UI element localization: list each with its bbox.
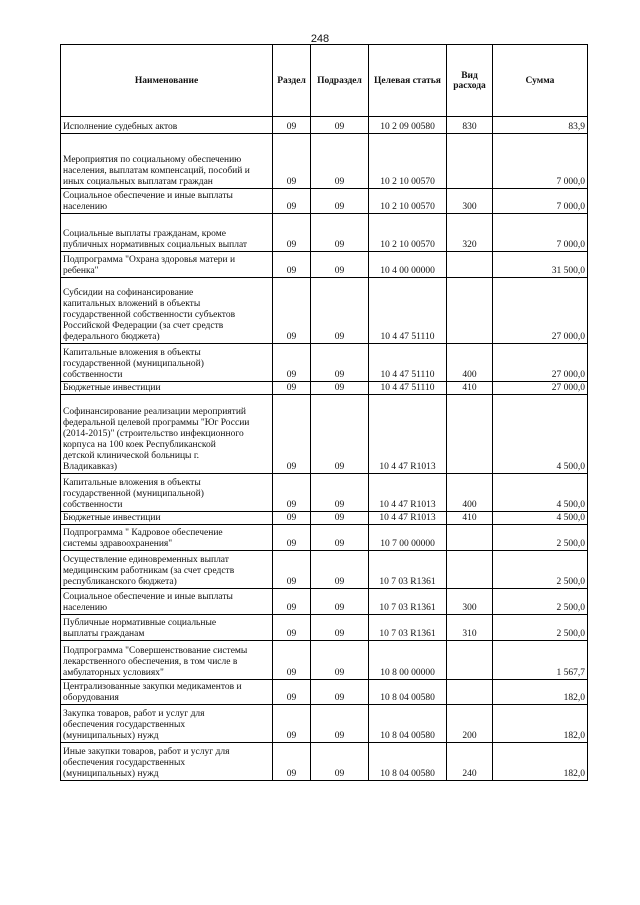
row-expense-type: 200 [447, 705, 493, 743]
header-sum: Сумма [493, 45, 588, 117]
row-sum: 182,0 [493, 743, 588, 781]
row-target: 10 8 04 00580 [369, 680, 447, 705]
row-sum: 4 500,0 [493, 395, 588, 474]
row-expense-type: 300 [447, 589, 493, 615]
row-section: 09 [273, 551, 311, 589]
table-row [61, 641, 588, 680]
row-target: 10 4 00 00000 [369, 252, 447, 278]
row-target: 10 2 10 00570 [369, 214, 447, 252]
row-name: Подпрограмма "Совершенствование системы лекарственного обеспечения, в том числе в амбулаторных условиях" [61, 641, 273, 680]
table-row [61, 252, 588, 278]
row-expense-type: 410 [447, 512, 493, 525]
table-row [61, 278, 588, 344]
row-name: Мероприятия по социальному обеспечению населения, выплатам компенсаций, пособий и иных социальных выплатам граждан [61, 134, 273, 189]
row-section: 09 [273, 278, 311, 344]
header-subsection: Подраздел [311, 45, 369, 117]
row-expense-type [447, 641, 493, 680]
row-subsection: 09 [311, 252, 369, 278]
table-row [61, 551, 588, 589]
page-number: 248 [310, 33, 330, 45]
row-name: Капитальные вложения в объекты государственной (муниципальной) собственности [61, 344, 273, 382]
row-subsection: 09 [311, 551, 369, 589]
row-sum: 7 000,0 [493, 214, 588, 252]
table-row [61, 344, 588, 382]
row-name: Подпрограмма "Охрана здоровья матери и ребенка" [61, 252, 273, 278]
table-body [61, 117, 588, 781]
row-subsection: 09 [311, 189, 369, 214]
row-sum: 31 500,0 [493, 252, 588, 278]
row-sum: 27 000,0 [493, 382, 588, 395]
row-target: 10 7 00 00000 [369, 525, 447, 551]
row-name: Иные закупки товаров, работ и услуг для обеспечения государственных (муниципальных) нужд [61, 743, 273, 781]
row-sum: 7 000,0 [493, 189, 588, 214]
row-expense-type [447, 525, 493, 551]
table-row [61, 743, 588, 781]
row-target: 10 4 47 51110 [369, 344, 447, 382]
row-target: 10 8 04 00580 [369, 743, 447, 781]
table-row [61, 214, 588, 252]
header-target: Целевая статья [369, 45, 447, 117]
row-expense-type: 310 [447, 615, 493, 641]
row-name: Публичные нормативные социальные выплаты гражданам [61, 615, 273, 641]
row-subsection: 09 [311, 615, 369, 641]
row-section: 09 [273, 680, 311, 705]
row-subsection: 09 [311, 680, 369, 705]
row-subsection: 09 [311, 705, 369, 743]
row-expense-type [447, 278, 493, 344]
row-name: Социальное обеспечение и иные выплаты населению [61, 189, 273, 214]
row-target: 10 4 47 R1013 [369, 512, 447, 525]
table-row [61, 615, 588, 641]
budget-table [60, 44, 588, 781]
row-section: 09 [273, 189, 311, 214]
row-name: Закупка товаров, работ и услуг для обеспечения государственных (муниципальных) нужд [61, 705, 273, 743]
row-expense-type: 400 [447, 344, 493, 382]
row-subsection: 09 [311, 743, 369, 781]
row-section: 09 [273, 382, 311, 395]
table-row [61, 589, 588, 615]
row-subsection: 09 [311, 134, 369, 189]
row-subsection: 09 [311, 344, 369, 382]
row-name: Бюджетные инвестиции [61, 382, 273, 395]
header-expense-type: Вид расхода [447, 45, 493, 117]
row-subsection: 09 [311, 512, 369, 525]
row-subsection: 09 [311, 474, 369, 512]
row-sum: 182,0 [493, 680, 588, 705]
row-section: 09 [273, 589, 311, 615]
row-section: 09 [273, 344, 311, 382]
row-name: Централизованные закупки медикаментов и оборудования [61, 680, 273, 705]
row-section: 09 [273, 525, 311, 551]
header-name: Наименование [61, 45, 273, 117]
row-subsection: 09 [311, 641, 369, 680]
row-section: 09 [273, 252, 311, 278]
row-expense-type: 830 [447, 117, 493, 134]
row-sum: 4 500,0 [493, 512, 588, 525]
row-sum: 4 500,0 [493, 474, 588, 512]
row-section: 09 [273, 743, 311, 781]
row-target: 10 2 10 00570 [369, 189, 447, 214]
row-section: 09 [273, 214, 311, 252]
row-sum: 2 500,0 [493, 551, 588, 589]
table-row [61, 395, 588, 474]
row-section: 09 [273, 512, 311, 525]
row-subsection: 09 [311, 117, 369, 134]
row-expense-type [447, 252, 493, 278]
table-row [61, 525, 588, 551]
table-row [61, 382, 588, 395]
row-target: 10 8 00 00000 [369, 641, 447, 680]
table-row [61, 680, 588, 705]
row-target: 10 4 47 R1013 [369, 474, 447, 512]
row-sum: 27 000,0 [493, 344, 588, 382]
row-target: 10 7 03 R1361 [369, 615, 447, 641]
table-row [61, 117, 588, 134]
row-target: 10 2 10 00570 [369, 134, 447, 189]
row-expense-type [447, 551, 493, 589]
row-subsection: 09 [311, 525, 369, 551]
row-subsection: 09 [311, 395, 369, 474]
row-target: 10 2 09 00580 [369, 117, 447, 134]
row-expense-type [447, 395, 493, 474]
row-subsection: 09 [311, 382, 369, 395]
row-section: 09 [273, 395, 311, 474]
row-sum: 2 500,0 [493, 615, 588, 641]
table-header-row [61, 45, 588, 117]
row-name: Субсидии на софинансирование капитальных вложений в объекты государственной собственности субъектов Российской Федерации (за счет средств федерального бюджета) [61, 278, 273, 344]
table-row [61, 474, 588, 512]
row-expense-type: 320 [447, 214, 493, 252]
row-sum: 2 500,0 [493, 525, 588, 551]
row-expense-type: 400 [447, 474, 493, 512]
row-section: 09 [273, 615, 311, 641]
row-sum: 7 000,0 [493, 134, 588, 189]
row-sum: 1 567,7 [493, 641, 588, 680]
row-section: 09 [273, 474, 311, 512]
row-target: 10 7 03 R1361 [369, 551, 447, 589]
row-name: Социальные выплаты гражданам, кроме публичных нормативных социальных выплат [61, 214, 273, 252]
table-row [61, 512, 588, 525]
header-section: Раздел [273, 45, 311, 117]
row-subsection: 09 [311, 214, 369, 252]
row-sum: 2 500,0 [493, 589, 588, 615]
row-target: 10 4 47 51110 [369, 382, 447, 395]
row-subsection: 09 [311, 589, 369, 615]
row-sum: 27 000,0 [493, 278, 588, 344]
table-row [61, 189, 588, 214]
row-section: 09 [273, 117, 311, 134]
row-name: Бюджетные инвестиции [61, 512, 273, 525]
row-expense-type: 240 [447, 743, 493, 781]
row-name: Исполнение судебных актов [61, 117, 273, 134]
row-section: 09 [273, 705, 311, 743]
row-target: 10 8 04 00580 [369, 705, 447, 743]
row-target: 10 4 47 R1013 [369, 395, 447, 474]
row-expense-type: 300 [447, 189, 493, 214]
row-name: Социальное обеспечение и иные выплаты населению [61, 589, 273, 615]
row-sum: 182,0 [493, 705, 588, 743]
row-name: Подпрограмма " Кадровое обеспечение системы здравоохранения" [61, 525, 273, 551]
row-section: 09 [273, 134, 311, 189]
row-sum: 83,9 [493, 117, 588, 134]
row-expense-type: 410 [447, 382, 493, 395]
table-row [61, 134, 588, 189]
row-name: Осуществление единовременных выплат медицинским работникам (за счет средств республиканского бюджета) [61, 551, 273, 589]
row-expense-type [447, 134, 493, 189]
row-target: 10 7 03 R1361 [369, 589, 447, 615]
row-section: 09 [273, 641, 311, 680]
row-subsection: 09 [311, 278, 369, 344]
row-name: Капитальные вложения в объекты государственной (муниципальной) собственности [61, 474, 273, 512]
table-row [61, 705, 588, 743]
row-name: Софинансирование реализации мероприятий федеральной целевой программы "Юг России (2014-2015)" (строительство инфекционного корпуса на 100 коек Республиканской детской клинической больницы г. Владикавказ) [61, 395, 273, 474]
row-expense-type [447, 680, 493, 705]
row-target: 10 4 47 51110 [369, 278, 447, 344]
